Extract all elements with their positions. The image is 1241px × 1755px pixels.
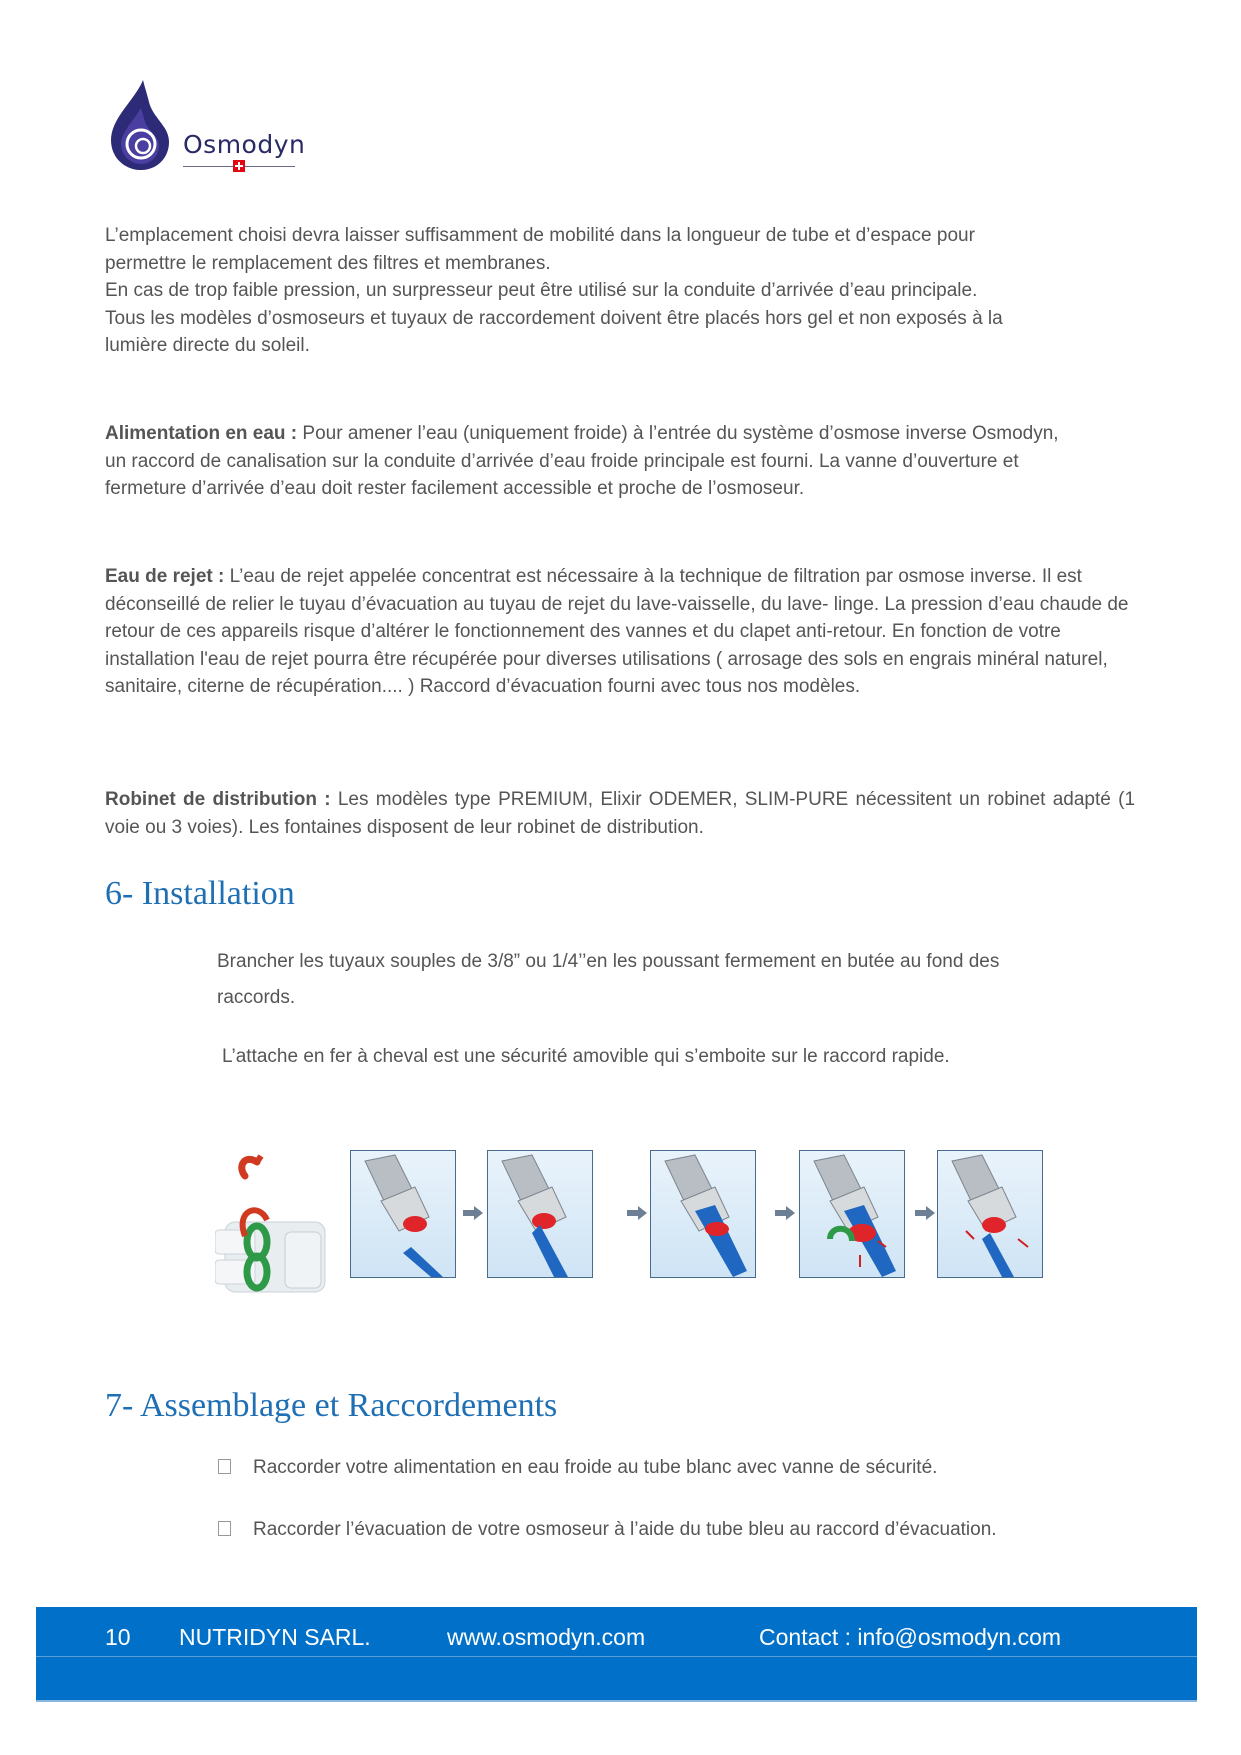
brand-name: Osmodyn	[183, 130, 306, 159]
bullet-text: Raccorder votre alimentation en eau froide au tube blanc avec vanne de sécurité.	[253, 1457, 938, 1478]
step-2-panel	[487, 1150, 593, 1278]
installation-heading: 6- Installation	[105, 875, 295, 912]
installation-diagram	[215, 1140, 1045, 1310]
push-fitting-icon	[651, 1151, 755, 1277]
assemblage-bullet	[218, 1457, 937, 1479]
horseshoe-clip-illustration	[215, 1140, 345, 1310]
intro-line: L’emplacement choisi devra laisser suffisamment de mobilité dans la longueur de tube et d’espace pour	[105, 225, 975, 246]
swiss-flag-icon	[233, 160, 245, 172]
footer-divider	[36, 1656, 1197, 1657]
rejet-paragraph	[105, 563, 1135, 701]
arrow-right-icon	[463, 1206, 483, 1220]
step-4-panel	[799, 1150, 905, 1278]
page-footer	[36, 1607, 1197, 1702]
installation-line: Brancher les tuyaux souples de 3/8” ou 1/4’’en les poussant fermement en butée au fond des	[217, 951, 1000, 972]
bullet-icon	[218, 1521, 231, 1536]
arrow-right-icon	[627, 1206, 647, 1220]
website-link[interactable]: www.osmodyn.com	[447, 1624, 646, 1650]
intro-line: Tous les modèles d’osmoseurs et tuyaux de raccordement doivent être placés hors gel et non exposés à la	[105, 307, 1003, 329]
robinet-paragraph	[105, 786, 1135, 841]
robinet-label: Robinet de distribution :	[105, 789, 331, 810]
arrow-right-icon	[775, 1206, 795, 1220]
rejet-label: Eau de rejet :	[105, 566, 225, 587]
installation-paragraph	[217, 944, 1097, 1016]
intro-paragraph	[105, 222, 1135, 360]
arrow-right-icon	[915, 1206, 935, 1220]
step-1-panel	[350, 1150, 456, 1278]
assemblage-bullet	[218, 1519, 997, 1541]
push-fitting-icon	[938, 1151, 1042, 1277]
robinet-text: Les modèles type PREMIUM, Elixir ODEMER, SLIM-PURE nécessitent un robinet adapté (1 voie ou 3 voies). Les fontaines disposent de leur robinet de distribution.	[105, 789, 1136, 838]
step-5-panel	[937, 1150, 1043, 1278]
intro-line: permettre le remplacement des filtres et membranes.	[105, 252, 551, 274]
bullet-icon	[218, 1459, 231, 1474]
installation-line: raccords.	[217, 987, 296, 1008]
osmodyn-logo	[105, 78, 305, 178]
alimentation-paragraph	[105, 420, 1065, 503]
alimentation-text: Pour amener l’eau (uniquement froide) à l’entrée du système d’osmose inverse Osmodyn, un raccord de canalisation sur la conduite d’arrivée d’eau froide principale est fourni. La vanne d’ouverture et fermeture d’arrivée d’eau doit rester facilement accessible et proche de l’osmoseur.	[105, 423, 1059, 499]
assemblage-heading: 7- Assemblage et Raccordements	[105, 1387, 558, 1424]
step-3-panel	[650, 1150, 756, 1278]
intro-line: En cas de trop faible pression, un surpresseur peut être utilisé sur la conduite d’arrivée d’eau principale.	[105, 280, 978, 301]
push-fitting-icon	[488, 1151, 592, 1277]
push-fitting-icon	[800, 1151, 904, 1277]
push-fitting-icon	[351, 1151, 455, 1277]
intro-line: lumière directe du soleil.	[105, 335, 310, 356]
company-name: NUTRIDYN SARL.	[179, 1624, 371, 1650]
alimentation-label: Alimentation en eau :	[105, 423, 298, 444]
water-drop-icon	[105, 78, 175, 173]
rejet-text: L’eau de rejet appelée concentrat est nécessaire à la technique de filtration par osmose inverse. Il est déconseillé de relier le tuyau d’évacuation au tuyau de rejet du lave-vaisselle, du lave- linge. La pression d’eau chaude de retour de ces appareils risque d’altérer le fonctionnement des vannes et du clapet anti-retour. En fonction de votre installation l'eau de rejet pourra être récupérée pour diverses utilisations ( arrosage des sols en engrais minéral naturel, sanitaire, citerne de récupération.... ) Raccord d’évacuation fourni avec tous nos modèles.	[105, 566, 1129, 697]
horseshoe-clip-paragraph: L’attache en fer à cheval est une sécurité amovible qui s’emboite sur le raccord rapide.	[222, 1046, 950, 1067]
contact-email[interactable]: Contact : info@osmodyn.com	[759, 1624, 1062, 1650]
bullet-text: Raccorder l’évacuation de votre osmoseur à l’aide du tube bleu au raccord d’évacuation.	[253, 1519, 997, 1540]
page-number: 10	[105, 1624, 131, 1650]
